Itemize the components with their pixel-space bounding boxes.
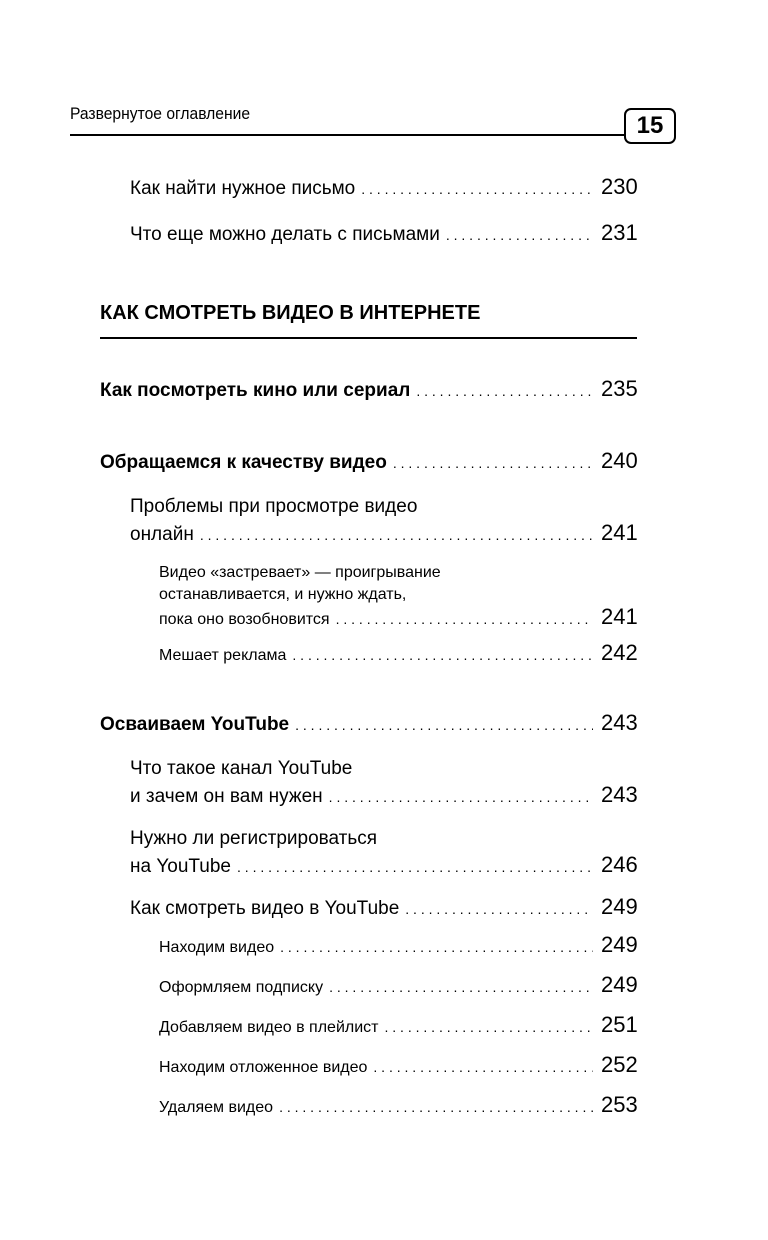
- dot-leader: [416, 383, 593, 399]
- dot-leader: [336, 608, 593, 630]
- toc-entry-page-number: 231: [601, 220, 638, 245]
- toc-entry-page-number: 249: [601, 894, 638, 919]
- toc-entry-title: Находим отложенное видео: [159, 1059, 368, 1076]
- toc-entry-title: Как посмотреть кино или сериал: [100, 380, 411, 401]
- toc-entry[interactable]: [0, 934, 637, 959]
- toc-entry-title: Что еще можно делать с письмами: [130, 224, 440, 245]
- dot-leader: [329, 784, 593, 810]
- dot-leader: [361, 176, 593, 202]
- toc-entry-title-line: Что такое канал YouTube: [130, 758, 353, 779]
- toc-entry-title: Оформляем подписку: [159, 979, 324, 996]
- toc-entry-page-number: 242: [601, 640, 638, 665]
- toc-entry-page-number: 240: [601, 448, 638, 473]
- dot-leader: [373, 1056, 593, 1078]
- toc-entry-title: Осваиваем YouTube: [100, 714, 290, 735]
- toc-entry-title: и зачем он вам нужен: [130, 786, 323, 807]
- toc-entry-title: Как смотреть видео в YouTube: [130, 898, 400, 919]
- dot-leader: [393, 455, 593, 471]
- dot-leader: [405, 896, 593, 922]
- toc-entry-page-number: 251: [601, 1012, 638, 1037]
- dot-leader: [279, 1096, 593, 1118]
- toc-entry-title: Находим видео: [159, 939, 275, 956]
- toc-entry[interactable]: [0, 376, 637, 402]
- toc-entry[interactable]: [0, 1054, 637, 1079]
- toc-entry-page-number: 252: [601, 1052, 638, 1077]
- dot-leader: [384, 1016, 593, 1038]
- toc-entry[interactable]: [0, 220, 637, 248]
- toc-entry-title: Добавляем видео в плейлист: [159, 1019, 379, 1036]
- toc-entry-title: Обращаемся к качеству видео: [100, 452, 387, 473]
- toc-entry-page-number: 249: [601, 932, 638, 957]
- toc-entry-title: на YouTube: [130, 856, 232, 877]
- toc-entry[interactable]: [0, 894, 637, 922]
- dot-leader: [237, 854, 593, 880]
- toc-entry[interactable]: [0, 448, 637, 474]
- toc-entry-page-number: 241: [601, 604, 638, 629]
- toc-entry-title-line: останавливается, и нужно ждать,: [159, 586, 407, 603]
- toc-entry[interactable]: [0, 562, 637, 631]
- toc-entry-page-number: 235: [601, 376, 638, 401]
- toc-entry-title: Как найти нужное письмо: [130, 178, 356, 199]
- toc-entry-title-line: Нужно ли регистрироваться: [130, 828, 378, 849]
- toc-entry-page-number: 241: [601, 520, 638, 545]
- toc-entry-title: Удаляем видео: [159, 1099, 274, 1116]
- toc-entry-title: Мешает реклама: [159, 647, 287, 664]
- toc-entry[interactable]: [0, 1094, 637, 1119]
- toc-entry[interactable]: [0, 1014, 637, 1039]
- toc-entry-title: онлайн: [130, 524, 194, 545]
- section-rule: [100, 337, 637, 339]
- dot-leader: [295, 717, 593, 733]
- toc-entry[interactable]: [0, 826, 637, 880]
- header-rule: [70, 134, 626, 136]
- toc-entry-page-number: 253: [601, 1092, 638, 1117]
- toc-entry-title-line: Видео «застревает» — проигрывание: [159, 564, 441, 581]
- toc-entry-page-number: 243: [601, 710, 638, 735]
- toc-entry[interactable]: [0, 756, 637, 810]
- toc-entry[interactable]: [0, 710, 637, 736]
- dot-leader: [329, 976, 593, 998]
- toc-entry[interactable]: [0, 174, 637, 202]
- toc-entry[interactable]: [0, 494, 637, 548]
- toc-entry-page-number: 246: [601, 852, 638, 877]
- dot-leader: [446, 222, 593, 248]
- dot-leader: [280, 936, 593, 958]
- running-head: Развернутое оглавление: [70, 104, 251, 123]
- toc-entry-page-number: 230: [601, 174, 638, 199]
- toc-entry[interactable]: [0, 642, 637, 667]
- toc-entry[interactable]: [0, 974, 637, 999]
- toc-entry-title: пока оно возобновится: [159, 611, 330, 628]
- toc-entry-page-number: 249: [601, 972, 638, 997]
- dot-leader: [292, 644, 593, 666]
- page-number-box: 15: [624, 108, 676, 144]
- toc-entry-title-line: Проблемы при просмотре видео: [130, 496, 418, 517]
- dot-leader: [200, 522, 593, 548]
- section-title: КАК СМОТРЕТЬ ВИДЕО В ИНТЕРНЕТЕ: [100, 302, 481, 324]
- toc-entry-page-number: 243: [601, 782, 638, 807]
